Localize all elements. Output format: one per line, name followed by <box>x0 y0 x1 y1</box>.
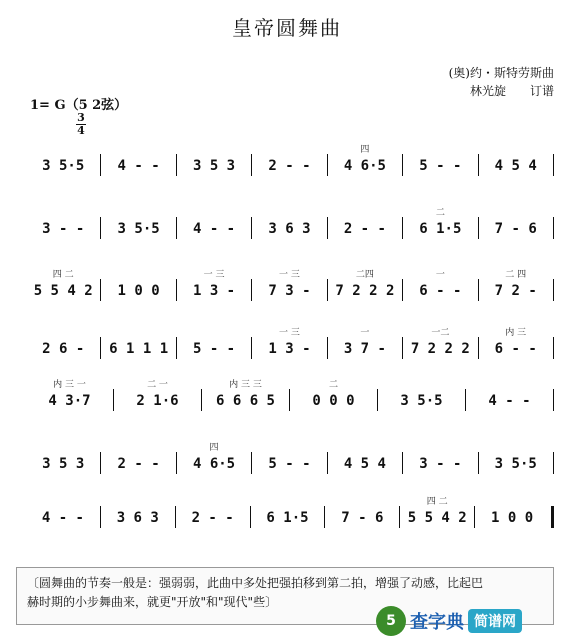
measure-notes: 5 5 4 2 <box>33 283 93 299</box>
measure-notes: 2 - - <box>343 221 386 237</box>
measure <box>403 448 477 478</box>
measure-notes: 2 1·6 <box>136 393 179 409</box>
measure <box>176 502 250 532</box>
logo-mark-icon: 5 <box>376 606 406 636</box>
measure <box>479 150 553 180</box>
barline <box>553 337 554 359</box>
measure-notes: 3 5·5 <box>117 221 160 237</box>
fingering-marks: 四 <box>209 443 219 453</box>
measure <box>479 448 553 478</box>
measure-notes: 3 7 - <box>343 341 386 357</box>
fingering-marks: 四 <box>360 145 370 155</box>
measure <box>290 380 377 415</box>
measure <box>403 208 477 243</box>
score-line <box>26 145 554 180</box>
fingering-marks: 二四 <box>355 270 374 280</box>
measure <box>475 502 549 532</box>
measure-notes: 7 2 - <box>494 283 537 299</box>
fingering-marks: 内 三 <box>505 328 527 338</box>
measure-notes: 4 - - <box>117 158 160 174</box>
measure <box>252 328 326 363</box>
measure-notes: 2 - - <box>117 456 160 472</box>
fingering-marks: 一 三 <box>279 270 300 280</box>
time-signature-bottom: 4 <box>77 124 85 137</box>
measure-notes: 5 5 4 2 <box>407 510 467 526</box>
score-line <box>26 208 554 243</box>
measure <box>101 448 175 478</box>
measure-notes: 4 5 4 <box>494 158 537 174</box>
measure <box>251 502 325 532</box>
measure <box>177 150 251 180</box>
measure-notes: 4 6·5 <box>343 158 386 174</box>
arranger-credit: 林光旋 订谱 <box>469 84 554 98</box>
measure-notes: 3 5 3 <box>192 158 236 174</box>
score-line <box>26 497 554 532</box>
measure <box>378 385 465 415</box>
commentary-line-1: 〔圆舞曲的节奏一般是：强弱弱，此曲中多处把强拍移到第二拍，增强了动感，比起巴 <box>27 576 484 590</box>
measure <box>252 150 326 180</box>
measure-notes: 1 0 0 <box>117 283 160 299</box>
measure-notes: 3 6 3 <box>116 510 159 526</box>
measure-notes: 3 5·5 <box>42 158 85 174</box>
barline <box>553 279 554 301</box>
measure <box>479 328 553 363</box>
measure <box>466 385 553 415</box>
measure <box>403 270 477 305</box>
measure <box>101 502 175 532</box>
fingering-marks: 一 三 <box>279 328 300 338</box>
measure-notes: 3 - - <box>42 221 85 237</box>
measure <box>325 502 399 532</box>
barline <box>551 506 554 528</box>
measure <box>328 448 402 478</box>
fingering-marks: 四 二 <box>52 270 74 280</box>
fingering-marks: 一 三 <box>203 270 225 280</box>
measure-notes: 6 - - <box>494 341 537 357</box>
composer-credit: (奥)约・斯特劳斯曲 <box>448 66 554 80</box>
fingering-marks: 四 二 <box>426 497 448 507</box>
barline <box>553 389 554 411</box>
measure <box>101 333 175 363</box>
measure-notes: 7 2 2 2 <box>410 341 470 357</box>
measure-notes: 7 - 6 <box>494 221 537 237</box>
score-title: 皇帝圆舞曲 <box>232 16 342 40</box>
score-line <box>26 443 554 478</box>
measure-notes: 7 - 6 <box>341 510 384 526</box>
fingering-marks: 一 <box>435 270 445 280</box>
measure-notes: 3 5·5 <box>400 393 443 409</box>
measure <box>26 333 100 363</box>
fingering-marks: 内 三 三 <box>229 380 262 390</box>
measure <box>101 275 175 305</box>
credits <box>449 64 554 100</box>
measure <box>328 145 402 180</box>
logo-site: 简谱网 <box>468 609 522 633</box>
measure <box>202 380 289 415</box>
barline <box>553 452 554 474</box>
measure <box>177 443 251 478</box>
score-line <box>26 380 554 415</box>
measure-notes: 0 0 0 <box>312 393 355 409</box>
fingering-marks: 二 <box>328 380 338 390</box>
fingering-marks: 二 一 <box>147 380 168 390</box>
score-line <box>26 328 554 363</box>
measure <box>403 150 477 180</box>
measure-notes: 3 5 3 <box>42 456 85 472</box>
measure-notes: 4 - - <box>192 221 236 237</box>
key-signature: 1= G（5 2弦） <box>30 98 128 113</box>
measure-notes: 5 - - <box>192 341 236 357</box>
measure-notes: 3 - - <box>419 456 462 472</box>
fingering-marks: 二 四 <box>505 270 527 280</box>
measure <box>177 333 251 363</box>
measure-notes: 3 6 3 <box>268 221 311 237</box>
measure <box>26 380 113 415</box>
measure <box>26 448 100 478</box>
measure-notes: 5 - - <box>268 456 311 472</box>
time-signature <box>74 112 88 137</box>
measure-notes: 6 1 1 1 <box>109 341 169 357</box>
measure-notes: 6 1·5 <box>419 221 462 237</box>
measure-notes: 6 1·5 <box>266 510 309 526</box>
measure <box>101 213 175 243</box>
barline <box>553 217 554 239</box>
measure-notes: 6 - - <box>419 283 462 299</box>
barline <box>553 154 554 176</box>
measure-notes: 4 5 4 <box>343 456 386 472</box>
measure-notes: 1 3 - <box>268 341 311 357</box>
measure <box>252 213 326 243</box>
measure <box>479 213 553 243</box>
score-line <box>26 270 554 305</box>
measure-notes: 1 0 0 <box>491 510 534 526</box>
commentary-line-2: 赫时期的小步舞曲来，就更"开放"和"现代"些〕 <box>27 595 278 609</box>
measure <box>328 270 402 305</box>
measure-notes: 5 - - <box>419 158 462 174</box>
measure <box>328 328 402 363</box>
measure-notes: 6 6 6 5 <box>215 393 275 409</box>
measure-notes: 3 5·5 <box>494 456 537 472</box>
measure <box>403 328 477 363</box>
measure-notes: 1 3 - <box>192 283 236 299</box>
measure-notes: 2 6 - <box>42 341 85 357</box>
fingering-marks: 内 三 一 <box>53 380 86 390</box>
measure <box>26 150 100 180</box>
measure-notes: 4 3·7 <box>48 393 91 409</box>
measure <box>252 448 326 478</box>
measure-notes: 4 - - <box>41 510 84 526</box>
time-signature-top: 3 <box>77 111 85 124</box>
measure-notes: 2 - - <box>191 510 234 526</box>
measure <box>479 270 553 305</box>
measure-notes: 2 - - <box>268 158 311 174</box>
measure <box>177 270 251 305</box>
measure-notes: 7 2 2 2 <box>335 283 395 299</box>
fingering-marks: 一二 <box>431 328 450 338</box>
measure <box>177 213 251 243</box>
measure-notes: 4 6·5 <box>192 456 236 472</box>
logo-brand: 查字典 <box>410 612 464 633</box>
measure <box>114 380 201 415</box>
measure-notes: 7 3 - <box>268 283 311 299</box>
fingering-marks: 二 <box>435 208 445 218</box>
measure <box>26 502 100 532</box>
measure <box>400 497 474 532</box>
measure <box>26 213 100 243</box>
measure-notes: 4 - - <box>488 393 531 409</box>
site-logo[interactable] <box>376 604 560 638</box>
measure <box>252 270 326 305</box>
measure <box>328 213 402 243</box>
measure <box>26 270 100 305</box>
measure <box>101 150 175 180</box>
fingering-marks: 一 <box>360 328 370 338</box>
